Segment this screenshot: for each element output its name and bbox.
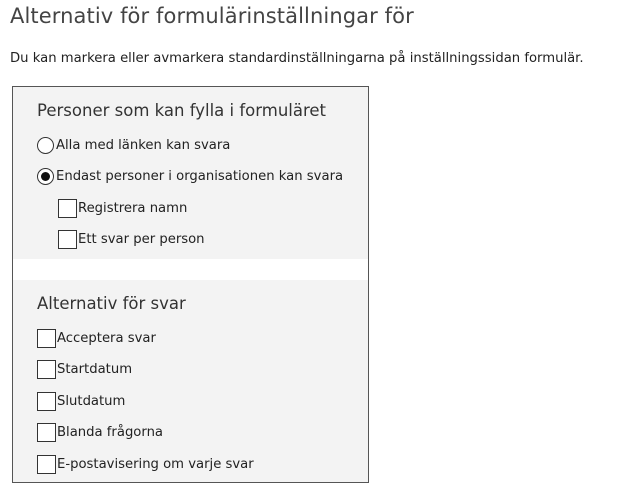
checkbox-accept-responses[interactable] — [37, 329, 56, 348]
checkbox-one-response[interactable] — [58, 230, 77, 249]
checkbox-email-notification[interactable] — [37, 455, 56, 474]
checkbox-end-date-label: Slutdatum — [57, 394, 126, 409]
who-can-fill-title: Personer som kan fylla i formuläret — [37, 101, 327, 120]
radio-option-anyone[interactable] — [37, 137, 230, 154]
radio-option-organization[interactable] — [37, 168, 343, 185]
page-title: Alternativ för formulärinställningar för — [10, 4, 414, 28]
checkbox-email-notification-label: E-postavisering om varje svar — [57, 457, 254, 472]
checkbox-shuffle-questions[interactable] — [37, 423, 56, 442]
page-description: Du kan markera eller avmarkera standardinställningarna på inställningssidan formulär. — [10, 51, 584, 66]
checkbox-start-date-label: Startdatum — [57, 362, 133, 377]
response-options-title: Alternativ för svar — [37, 294, 186, 313]
checkbox-option-record-name[interactable] — [58, 199, 187, 218]
checkbox-option-shuffle-questions[interactable] — [37, 423, 163, 442]
checkbox-start-date[interactable] — [37, 360, 56, 379]
checkbox-option-one-response[interactable] — [58, 230, 205, 249]
radio-anyone-label: Alla med länken kan svara — [56, 138, 231, 153]
checkbox-option-start-date[interactable] — [37, 360, 132, 379]
checkbox-shuffle-questions-label: Blanda frågorna — [57, 425, 164, 440]
checkbox-option-end-date[interactable] — [37, 392, 125, 411]
checkbox-record-name[interactable] — [58, 199, 77, 218]
checkbox-option-email-notification[interactable] — [37, 455, 254, 474]
response-options-section — [13, 280, 368, 482]
radio-organization-only[interactable] — [37, 168, 54, 185]
settings-panel — [12, 86, 369, 483]
checkbox-record-name-label: Registrera namn — [78, 201, 188, 216]
checkbox-end-date[interactable] — [37, 392, 56, 411]
checkbox-accept-responses-label: Acceptera svar — [57, 331, 156, 346]
checkbox-one-response-label: Ett svar per person — [78, 232, 205, 247]
radio-organization-label: Endast personer i organisationen kan svara — [56, 169, 344, 184]
radio-anyone-with-link[interactable] — [37, 137, 54, 154]
checkbox-option-accept-responses[interactable] — [37, 329, 156, 348]
who-can-fill-section — [13, 87, 368, 259]
